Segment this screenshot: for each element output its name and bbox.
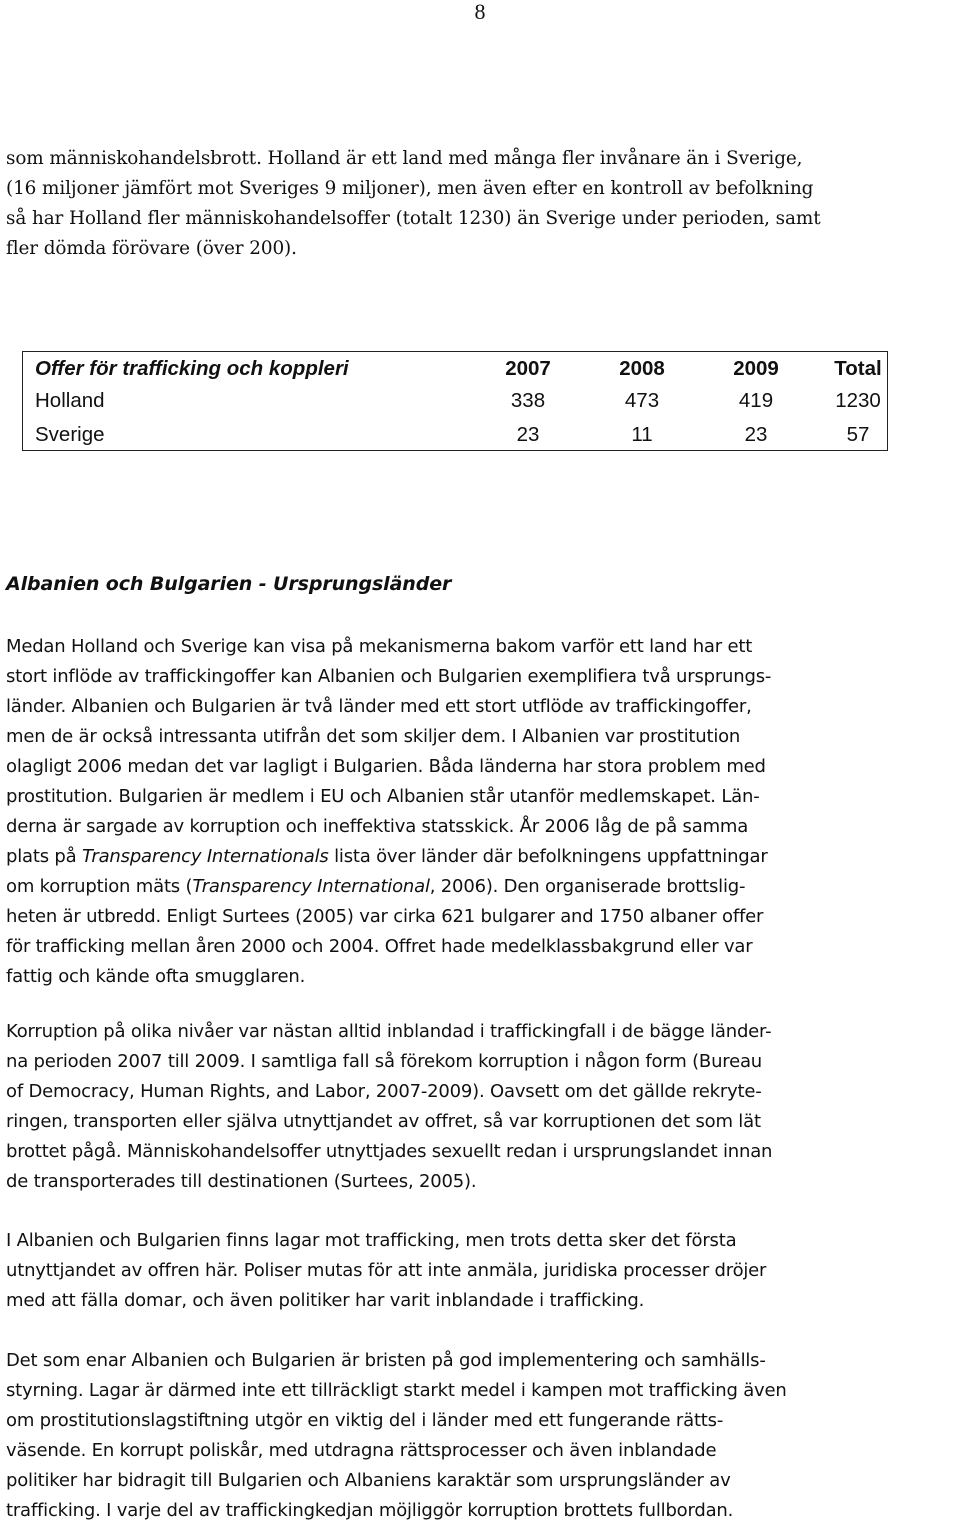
text-line: ringen, transporten eller själva utnyttjandet av offret, så var korruptionen det som lät [6, 1111, 761, 1132]
row-label: Holland [35, 389, 105, 412]
column-header: 2008 [619, 357, 665, 380]
text-line: Korruption på olika nivåer var nästan alltid inblandad i traffickingfall i de bägge länder- [6, 1021, 772, 1042]
intro-paragraph [6, 144, 956, 264]
text-line: fler dömda förövare (över 200). [6, 238, 297, 259]
text-line: men de är också intressanta utifrån det som skiljer dem. I Albanien var prostitution [6, 726, 741, 747]
text-line: derna är sargade av korruption och ineffektiva statsskick. År 2006 låg de på samma [6, 816, 749, 837]
text-line: politiker har bidragit till Bulgarien och Albaniens karaktär som ursprungsländer av [6, 1470, 731, 1491]
text-line: I Albanien och Bulgarien finns lagar mot trafficking, men trots detta sker det första [6, 1230, 737, 1251]
text-line: som människohandelsbrott. Holland är ett land med många fler invånare än i Sverige, [6, 148, 803, 169]
text-line: styrning. Lagar är därmed inte ett tillräckligt starkt medel i kampen mot trafficking även [6, 1380, 787, 1401]
table-cell: 419 [738, 389, 774, 412]
text-line: heten är utbredd. Enligt Surtees (2005) var cirka 621 bulgarer and 1750 albaner offer [6, 906, 764, 927]
column-header: Total [834, 357, 882, 380]
body-paragraph-4 [6, 1346, 956, 1526]
page-number: 8 [474, 0, 486, 24]
table-cell: 473 [624, 389, 660, 412]
table-title: Offer för trafficking och koppleri [35, 357, 349, 380]
offer-table [22, 351, 888, 451]
text-line: om prostitutionslagstiftning utgör en viktig del i länder med ett fungerande rätts- [6, 1410, 724, 1431]
text-line: prostitution. Bulgarien är medlem i EU och Albanien står utanför medlemskapet. Län- [6, 786, 760, 807]
text-line: olagligt 2006 medan det var lagligt i Bulgarien. Båda länderna har stora problem med [6, 756, 766, 777]
text-line: om korruption mäts (Transparency International, 2006). Den organiserade brottslig- [6, 876, 746, 897]
table-row [23, 384, 887, 417]
row-label: Sverige [35, 423, 105, 446]
organization-name: Transparency International [192, 876, 430, 897]
text-line: na perioden 2007 till 2009. I samtliga fall så förekom korruption i någon form (Bureau [6, 1051, 763, 1072]
text-line: utnyttjandet av offren här. Poliser mutas för att inte anmäla, juridiska processer dröjer [6, 1260, 767, 1281]
text-line: fattig och kände ofta smugglaren. [6, 966, 306, 987]
text-line: brottet pågå. Människohandelsoffer utnyttjades sexuellt redan i ursprungslandet innan [6, 1141, 773, 1162]
table-cell: 11 [631, 423, 653, 446]
body-paragraph-1 [6, 632, 956, 992]
table-cell: 57 [846, 423, 870, 446]
text-line: stort inflöde av traffickingoffer kan Albanien och Bulgarien exemplifiera två ursprungs- [6, 666, 772, 687]
table-header-row [23, 352, 887, 385]
table-cell: 23 [744, 423, 768, 446]
table-row [23, 418, 887, 451]
body-paragraph-3 [6, 1226, 956, 1316]
text-line: trafficking. I varje del av traffickingkedjan möjliggör korruption brottets fullbordan. [6, 1500, 734, 1521]
table-cell: 1230 [835, 389, 881, 412]
section-heading: Albanien och Bulgarien - Ursprungsländer [6, 573, 452, 595]
text-line: för trafficking mellan åren 2000 och 2004. Offret hade medelklassbakgrund eller var [6, 936, 753, 957]
text-line: de transporterades till destinationen (Surtees, 2005). [6, 1171, 477, 1192]
column-header: 2007 [505, 357, 551, 380]
text-line: länder. Albanien och Bulgarien är två länder med ett stort utflöde av traffickingoffer, [6, 696, 752, 717]
text-line: of Democracy, Human Rights, and Labor, 2007-2009). Oavsett om det gällde rekryte- [6, 1081, 762, 1102]
column-header: 2009 [733, 357, 779, 380]
table-cell: 338 [510, 389, 546, 412]
text-line: plats på Transparency Internationals lista över länder där befolkningens uppfattningar [6, 846, 768, 867]
body-paragraph-2 [6, 1017, 956, 1197]
organization-name: Transparency Internationals [82, 846, 329, 867]
table-cell: 23 [516, 423, 540, 446]
text-line: så har Holland fler människohandelsoffer (totalt 1230) än Sverige under perioden, samt [6, 208, 821, 229]
text-line: väsende. En korrupt poliskår, med utdragna rättsprocesser och även inblandade [6, 1440, 717, 1461]
text-line: Det som enar Albanien och Bulgarien är bristen på god implementering och samhälls- [6, 1350, 766, 1371]
text-line: Medan Holland och Sverige kan visa på mekanismerna bakom varför ett land har ett [6, 636, 753, 657]
text-line: (16 miljoner jämfört mot Sveriges 9 miljoner), men även efter en kontroll av befolkning [6, 178, 814, 199]
text-line: med att fälla domar, och även politiker har varit inblandade i trafficking. [6, 1290, 645, 1311]
